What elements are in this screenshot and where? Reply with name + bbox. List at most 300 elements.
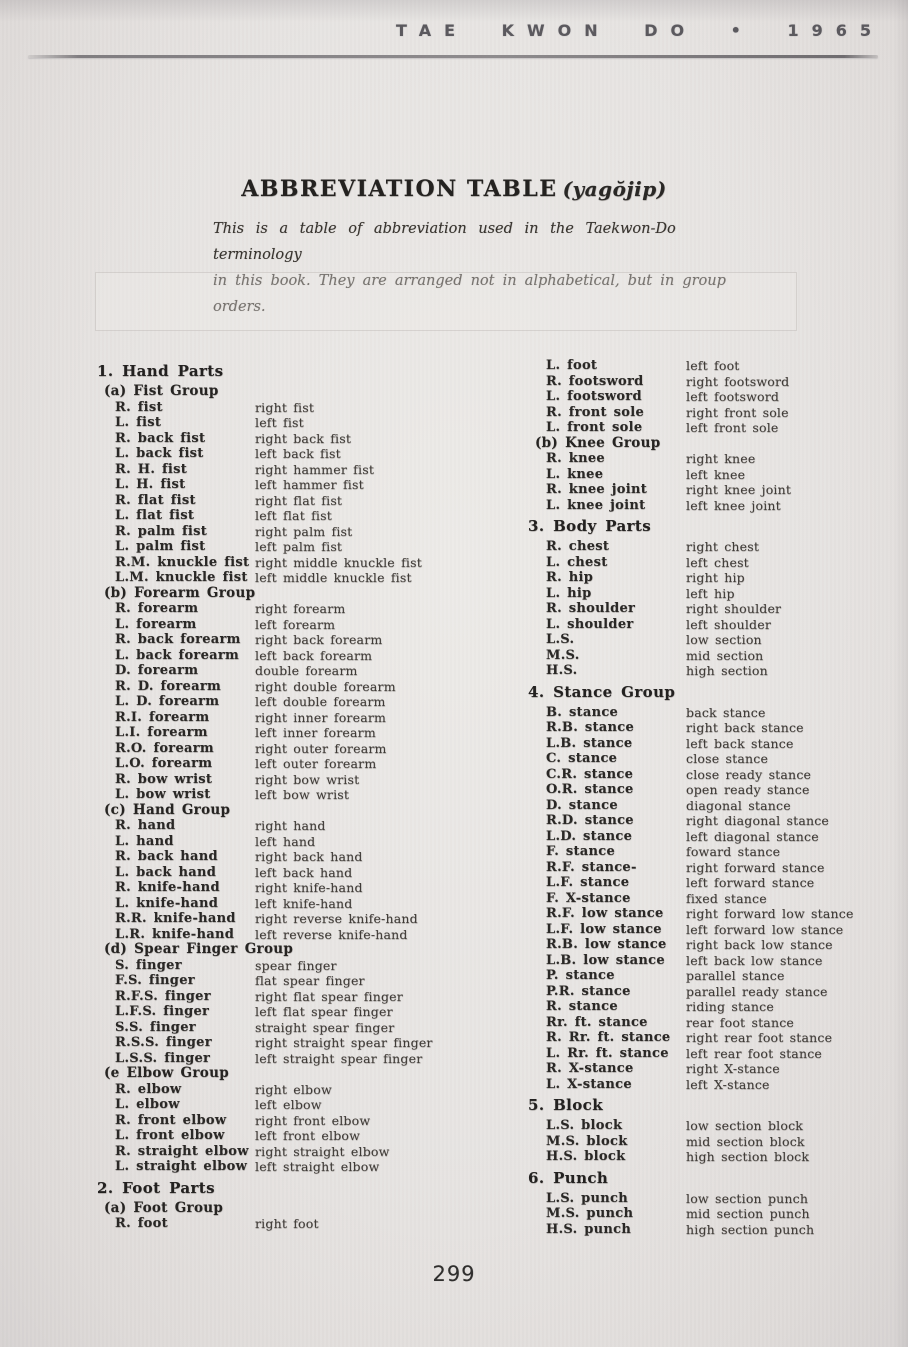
abbreviation: F. X-stance bbox=[546, 890, 631, 906]
abbreviation: F.S. finger bbox=[115, 973, 195, 988]
section-heading: 6. Punch bbox=[528, 1168, 609, 1187]
meaning: right back hand bbox=[255, 849, 363, 864]
abbreviation: O.R. stance bbox=[546, 782, 634, 797]
abbrev-row bbox=[528, 405, 908, 421]
meaning: right bow wrist bbox=[255, 771, 360, 787]
meaning: straight spear finger bbox=[255, 1019, 395, 1035]
abbrev-row bbox=[528, 953, 908, 969]
meaning: right elbow bbox=[255, 1081, 332, 1097]
meaning: left shoulder bbox=[686, 616, 772, 632]
abbrev-row bbox=[528, 999, 908, 1015]
meaning: right foot bbox=[255, 1216, 319, 1231]
meaning: spear finger bbox=[255, 957, 337, 973]
meaning: left diagonal stance bbox=[686, 828, 819, 844]
abbreviation: L.F. low stance bbox=[546, 921, 662, 937]
page-title-text: ABBREVIATION TABLE bbox=[241, 176, 558, 202]
abbreviation: C. stance bbox=[546, 751, 618, 766]
abbreviation: R. X-stance bbox=[546, 1061, 634, 1076]
abbreviation: L.F. stance bbox=[546, 875, 630, 890]
abbreviation: R.I. forearm bbox=[115, 709, 210, 725]
meaning: right forearm bbox=[255, 601, 346, 616]
abbrev-row bbox=[97, 679, 497, 695]
abbreviation: H.S. block bbox=[546, 1149, 626, 1164]
group-heading: (c) Hand Group bbox=[104, 801, 231, 818]
meaning: close stance bbox=[686, 751, 769, 766]
meaning: left forearm bbox=[255, 616, 336, 632]
meaning: right forward low stance bbox=[686, 906, 854, 921]
abbrev-row bbox=[97, 508, 497, 524]
group-heading: (a) Fist Group bbox=[104, 383, 219, 399]
abbreviation: L. back forearm bbox=[115, 647, 240, 663]
abbrev-row bbox=[528, 389, 908, 405]
abbrev-row bbox=[97, 896, 497, 912]
abbrev-row bbox=[528, 586, 908, 602]
abbreviation: R. shoulder bbox=[546, 601, 636, 616]
meaning: double forearm bbox=[255, 663, 358, 678]
meaning: right fist bbox=[255, 399, 315, 415]
abbrev-row bbox=[97, 1128, 497, 1144]
meaning: foward stance bbox=[686, 844, 781, 859]
abbrev-row bbox=[97, 741, 497, 757]
meaning: left knee bbox=[686, 466, 746, 482]
meaning: right shoulder bbox=[686, 601, 782, 616]
abbrev-row bbox=[97, 663, 497, 679]
meaning: high section bbox=[686, 663, 768, 678]
meaning: left forward stance bbox=[686, 875, 815, 890]
page-title-romanization: (yagŏjip) bbox=[562, 177, 667, 201]
meaning: left back fist bbox=[255, 446, 341, 461]
abbrev-row bbox=[97, 787, 497, 803]
abbreviation: H.S. punch bbox=[546, 1221, 632, 1237]
abbreviation: L. knife-hand bbox=[115, 895, 219, 911]
abbrev-row bbox=[528, 922, 908, 938]
abbreviation: R. stance bbox=[546, 999, 618, 1014]
abbreviation: L. hand bbox=[115, 833, 174, 849]
meaning: right footsword bbox=[686, 373, 790, 389]
abbreviation: L.D. stance bbox=[546, 828, 633, 844]
meaning: right knee joint bbox=[686, 482, 792, 497]
meaning: right hammer fist bbox=[255, 461, 375, 477]
meaning: right straight spear finger bbox=[255, 1035, 433, 1050]
meaning: right back forearm bbox=[255, 632, 383, 647]
meaning: left hammer fist bbox=[255, 477, 364, 492]
meaning: right double forearm bbox=[255, 678, 396, 694]
abbreviation: L. foot bbox=[546, 358, 598, 373]
abbrev-row bbox=[97, 710, 497, 726]
abbrev-row bbox=[528, 1222, 908, 1238]
abbrev-row bbox=[528, 813, 908, 829]
meaning: right chest bbox=[686, 539, 760, 554]
abbreviation: L.F.S. finger bbox=[115, 1004, 210, 1019]
abbrev-row bbox=[528, 1118, 908, 1134]
abbreviation: P. stance bbox=[546, 968, 615, 983]
meaning: left back forearm bbox=[255, 647, 373, 663]
abbreviation: R. flat fist bbox=[115, 492, 196, 508]
abbrev-row bbox=[528, 705, 908, 721]
abbrev-row bbox=[528, 1191, 908, 1207]
section-heading: 4. Stance Group bbox=[528, 682, 676, 701]
meaning: low section bbox=[686, 632, 762, 647]
group-heading: (d) Spear Finger Group bbox=[104, 941, 294, 957]
abbreviation: S. finger bbox=[115, 957, 182, 973]
abbreviation: L. H. fist bbox=[115, 477, 186, 492]
group-heading: (a) Foot Group bbox=[104, 1199, 224, 1216]
group-heading: (b) Knee Group bbox=[535, 434, 661, 451]
meaning: right back low stance bbox=[686, 937, 833, 952]
abbrev-row bbox=[528, 1061, 908, 1077]
abbreviation: L. flat fist bbox=[115, 508, 195, 523]
abbrev-row bbox=[97, 632, 497, 648]
meaning: right front elbow bbox=[255, 1112, 371, 1128]
abbreviation: L.S. punch bbox=[546, 1190, 629, 1206]
meaning: left back low stance bbox=[686, 952, 823, 968]
abbrev-row bbox=[97, 648, 497, 664]
meaning: right hand bbox=[255, 818, 326, 833]
abbreviation: L. chest bbox=[546, 554, 608, 570]
abbrev-row bbox=[528, 906, 908, 922]
abbreviation: R.D. stance bbox=[546, 813, 634, 828]
meaning: mid section punch bbox=[686, 1206, 810, 1221]
page-title bbox=[0, 176, 908, 202]
meaning: high section block bbox=[686, 1149, 810, 1164]
abbrev-row bbox=[97, 431, 497, 447]
section-heading: 5. Block bbox=[528, 1096, 603, 1114]
abbrev-row bbox=[528, 632, 908, 648]
abbreviation: L. knee bbox=[546, 466, 604, 482]
meaning: left front sole bbox=[686, 420, 779, 435]
abbreviation: S.S. finger bbox=[115, 1019, 196, 1035]
abbrev-row bbox=[97, 1144, 497, 1160]
meaning: mid section block bbox=[686, 1133, 805, 1149]
abbrev-row bbox=[528, 358, 908, 374]
meaning: left elbow bbox=[255, 1097, 322, 1112]
column-left bbox=[97, 358, 497, 1232]
abbreviation: H.S. bbox=[546, 663, 578, 678]
abbreviation: R.M. knuckle fist bbox=[115, 554, 250, 570]
abbrev-row bbox=[97, 493, 497, 509]
meaning: left rear foot stance bbox=[686, 1045, 823, 1061]
abbreviation: R. bow wrist bbox=[115, 771, 213, 787]
meaning: low section punch bbox=[686, 1190, 809, 1206]
abbreviation: R.F. stance- bbox=[546, 859, 637, 875]
abbrev-row bbox=[97, 617, 497, 633]
meaning: left straight elbow bbox=[255, 1159, 380, 1174]
abbreviation: B. stance bbox=[546, 704, 619, 720]
meaning: left hand bbox=[255, 833, 316, 849]
abbreviation: L. front sole bbox=[546, 420, 643, 435]
abbrev-row bbox=[528, 1030, 908, 1046]
abbreviation: L. back fist bbox=[115, 446, 204, 461]
meaning: left front elbow bbox=[255, 1128, 361, 1143]
abbreviation: L. bow wrist bbox=[115, 787, 211, 802]
meaning: close ready stance bbox=[686, 766, 812, 782]
meaning: right flat fist bbox=[255, 492, 343, 508]
abbreviation: P.R. stance bbox=[546, 983, 631, 999]
meaning: right back stance bbox=[686, 720, 804, 735]
abbrev-row bbox=[97, 1020, 497, 1036]
abbreviation: R.O. forearm bbox=[115, 740, 214, 756]
abbrev-row bbox=[528, 617, 908, 633]
abbrev-row bbox=[97, 524, 497, 540]
abbrev-row bbox=[528, 1149, 908, 1165]
abbrev-row bbox=[97, 772, 497, 788]
abbreviation: L. straight elbow bbox=[115, 1159, 248, 1174]
abbreviation: R. front elbow bbox=[115, 1112, 227, 1128]
abbrev-row bbox=[97, 818, 497, 834]
abbrev-row bbox=[97, 601, 497, 617]
group-heading: (e Elbow Group bbox=[104, 1065, 229, 1081]
abbrev-row bbox=[528, 482, 908, 498]
meaning: low section block bbox=[686, 1118, 804, 1133]
abbrev-row bbox=[528, 498, 908, 514]
abbrev-row bbox=[97, 400, 497, 416]
abbreviation: R. straight elbow bbox=[115, 1143, 249, 1159]
abbreviation: L.I. forearm bbox=[115, 725, 208, 740]
meaning: right inner forearm bbox=[255, 709, 387, 725]
abbreviation: R. back hand bbox=[115, 849, 218, 864]
meaning: left forward low stance bbox=[686, 921, 844, 937]
abbrev-row bbox=[97, 973, 497, 989]
abbrev-row bbox=[528, 860, 908, 876]
abbreviation: R. hand bbox=[115, 818, 176, 833]
abbrev-row bbox=[528, 875, 908, 891]
abbreviation: R. knee bbox=[546, 451, 605, 466]
abbrev-row bbox=[97, 446, 497, 462]
abbrev-row bbox=[528, 420, 908, 436]
abbreviation: L.S.S. finger bbox=[115, 1050, 211, 1066]
meaning: left palm fist bbox=[255, 539, 343, 554]
intro-line-1: This is a table of abbreviation used in the Taekwon-Do terminology bbox=[213, 221, 676, 264]
meaning: left reverse knife-hand bbox=[255, 926, 408, 942]
abbrev-row bbox=[528, 736, 908, 752]
abbreviation: D. stance bbox=[546, 797, 618, 813]
meaning: right reverse knife-hand bbox=[255, 911, 418, 926]
abbrev-row bbox=[97, 539, 497, 555]
abbreviation: L.S. bbox=[546, 632, 575, 647]
abbrev-row bbox=[97, 1216, 497, 1232]
abbrev-row bbox=[528, 829, 908, 845]
abbreviation: M.S. block bbox=[546, 1133, 628, 1149]
abbrev-row bbox=[97, 570, 497, 586]
abbreviation: R. knee joint bbox=[546, 482, 648, 497]
meaning: rear foot stance bbox=[686, 1014, 794, 1030]
abbrev-row bbox=[97, 849, 497, 865]
meaning: fixed stance bbox=[686, 890, 767, 906]
abbreviation: R.B. low stance bbox=[546, 937, 667, 952]
abbreviation: R. footsword bbox=[546, 373, 644, 389]
meaning: right diagonal stance bbox=[686, 813, 830, 828]
abbrev-row bbox=[97, 725, 497, 741]
abbrev-row bbox=[97, 865, 497, 881]
abbreviation: L. Rr. ft. stance bbox=[546, 1045, 669, 1061]
meaning: right knife-hand bbox=[255, 880, 363, 895]
abbreviation: R.F. low stance bbox=[546, 906, 664, 921]
meaning: left hip bbox=[686, 585, 735, 601]
meaning: left chest bbox=[686, 554, 749, 570]
abbrev-row bbox=[97, 880, 497, 896]
abbreviation: L. elbow bbox=[115, 1097, 180, 1112]
abbreviation: L. fist bbox=[115, 415, 162, 430]
abbrev-row bbox=[528, 720, 908, 736]
header-rule bbox=[28, 55, 878, 58]
abbreviation: C.R. stance bbox=[546, 766, 634, 782]
abbreviation: R. D. forearm bbox=[115, 678, 222, 694]
page-number: 299 bbox=[432, 1262, 476, 1286]
abbreviation: R. chest bbox=[546, 539, 610, 554]
abbrev-row bbox=[97, 911, 497, 927]
abbrev-row bbox=[97, 1004, 497, 1020]
meaning: left fist bbox=[255, 415, 304, 430]
abbrev-row bbox=[97, 1159, 497, 1175]
abbrev-row bbox=[97, 1051, 497, 1067]
meaning: left foot bbox=[686, 358, 740, 373]
meaning: left straight spear finger bbox=[255, 1050, 423, 1066]
section-heading: 1. Hand Parts bbox=[97, 362, 224, 380]
abbrev-row bbox=[528, 798, 908, 814]
abbreviation: R. knife-hand bbox=[115, 880, 220, 895]
abbrev-row bbox=[528, 663, 908, 679]
meaning: open ready stance bbox=[686, 782, 810, 797]
abbrev-row bbox=[528, 555, 908, 571]
abbrev-row bbox=[528, 467, 908, 483]
abbreviation: R. elbow bbox=[115, 1081, 182, 1097]
abbrev-row bbox=[97, 555, 497, 571]
abbreviation: R. hip bbox=[546, 570, 594, 585]
abbreviation: M.S. punch bbox=[546, 1206, 634, 1221]
meaning: left knee joint bbox=[686, 497, 781, 513]
abbreviation: L.S. block bbox=[546, 1118, 623, 1133]
meaning: riding stance bbox=[686, 999, 774, 1014]
meaning: right X-stance bbox=[686, 1061, 780, 1076]
column-right bbox=[528, 358, 908, 1237]
abbrev-row bbox=[528, 1015, 908, 1031]
abbreviation: R.F.S. finger bbox=[115, 988, 211, 1004]
abbreviation: L. palm fist bbox=[115, 539, 206, 554]
meaning: mid section bbox=[686, 647, 764, 663]
meaning: left back hand bbox=[255, 864, 353, 880]
meaning: high section punch bbox=[686, 1221, 815, 1237]
abbrev-row bbox=[97, 834, 497, 850]
meaning: right rear foot stance bbox=[686, 1030, 833, 1045]
abbrev-row bbox=[528, 1206, 908, 1222]
abbrev-row bbox=[528, 601, 908, 617]
meaning: left flat fist bbox=[255, 508, 332, 523]
abbreviation: L. shoulder bbox=[546, 616, 634, 632]
meaning: right outer forearm bbox=[255, 740, 387, 756]
abbreviation: R. fist bbox=[115, 399, 163, 415]
abbreviation: L. forearm bbox=[115, 616, 197, 632]
abbreviation: L. hip bbox=[546, 585, 592, 601]
abbreviation: D. forearm bbox=[115, 663, 199, 678]
meaning: left knife-hand bbox=[255, 895, 353, 911]
group-heading: (b) Forearm Group bbox=[104, 584, 256, 601]
abbreviation: R. foot bbox=[115, 1216, 168, 1231]
abbreviation: R.S.S. finger bbox=[115, 1035, 212, 1050]
abbrev-row bbox=[97, 989, 497, 1005]
abbreviation: L.B. low stance bbox=[546, 952, 665, 968]
abbrev-row bbox=[528, 891, 908, 907]
abbrev-row bbox=[528, 1046, 908, 1062]
meaning: left back stance bbox=[686, 735, 794, 751]
abbreviation: L.O. forearm bbox=[115, 756, 213, 771]
abbreviation: R. forearm bbox=[115, 601, 199, 616]
abbreviation: R. H. fist bbox=[115, 461, 188, 477]
meaning: right straight elbow bbox=[255, 1143, 390, 1159]
abbreviation: L. front elbow bbox=[115, 1128, 225, 1143]
bleed-through-box bbox=[95, 272, 797, 331]
meaning: right middle knuckle fist bbox=[255, 554, 422, 570]
abbreviation: L.B. stance bbox=[546, 735, 633, 751]
abbrev-row bbox=[528, 984, 908, 1000]
abbrev-row bbox=[528, 539, 908, 555]
meaning: right front sole bbox=[686, 404, 789, 420]
meaning: parallel ready stance bbox=[686, 983, 828, 999]
abbreviation: L.M. knuckle fist bbox=[115, 570, 248, 585]
abbreviation: R. Rr. ft. stance bbox=[546, 1030, 671, 1045]
abbrev-row bbox=[528, 570, 908, 586]
abbreviation: R. palm fist bbox=[115, 523, 208, 539]
abbrev-row bbox=[97, 756, 497, 772]
abbreviation: Rr. ft. stance bbox=[546, 1014, 648, 1030]
meaning: back stance bbox=[686, 704, 766, 720]
abbrev-row bbox=[97, 477, 497, 493]
abbrev-row bbox=[97, 1035, 497, 1051]
abbreviation: L. X-stance bbox=[546, 1076, 632, 1092]
meaning: left middle knuckle fist bbox=[255, 570, 412, 585]
meaning: right forward stance bbox=[686, 859, 825, 875]
meaning: right flat spear finger bbox=[255, 988, 403, 1004]
meaning: left footsword bbox=[686, 389, 780, 404]
abbrev-row bbox=[97, 927, 497, 943]
abbreviation: R. back fist bbox=[115, 430, 206, 446]
abbrev-row bbox=[97, 958, 497, 974]
abbreviation: R.B. stance bbox=[546, 720, 635, 735]
abbrev-row bbox=[97, 1082, 497, 1098]
meaning: left outer forearm bbox=[255, 756, 377, 771]
meaning: left inner forearm bbox=[255, 725, 376, 740]
meaning: right back fist bbox=[255, 430, 352, 446]
abbrev-row bbox=[528, 751, 908, 767]
abbreviation: M.S. bbox=[546, 647, 580, 663]
abbreviation: R. back forearm bbox=[115, 632, 241, 647]
abbreviation: L. back hand bbox=[115, 864, 217, 880]
abbrev-row bbox=[97, 415, 497, 431]
abbrev-row bbox=[528, 968, 908, 984]
abbrev-row bbox=[528, 937, 908, 953]
abbreviation: R.R. knife-hand bbox=[115, 911, 236, 926]
meaning: diagonal stance bbox=[686, 797, 791, 813]
abbreviation: L. footsword bbox=[546, 389, 642, 404]
meaning: left flat spear finger bbox=[255, 1004, 393, 1019]
meaning: right hip bbox=[686, 570, 745, 585]
section-heading: 3. Body Parts bbox=[528, 517, 652, 535]
running-head: TAE KWON DO • 1965 bbox=[396, 21, 884, 40]
abbrev-row bbox=[528, 782, 908, 798]
meaning: parallel stance bbox=[686, 968, 785, 983]
meaning: right palm fist bbox=[255, 523, 353, 539]
abbrev-row bbox=[528, 451, 908, 467]
abbrev-row bbox=[97, 694, 497, 710]
abbrev-row bbox=[528, 1077, 908, 1093]
meaning: right knee bbox=[686, 451, 756, 466]
abbrev-row bbox=[528, 844, 908, 860]
meaning: left bow wrist bbox=[255, 787, 350, 802]
abbreviation: R. front sole bbox=[546, 404, 645, 420]
abbreviation: F. stance bbox=[546, 844, 616, 859]
intro-line-2: in this book. They are arranged not in alphabetical, but in group orders. bbox=[213, 273, 726, 316]
abbreviation: L. D. forearm bbox=[115, 694, 220, 709]
meaning: left X-stance bbox=[686, 1076, 770, 1092]
